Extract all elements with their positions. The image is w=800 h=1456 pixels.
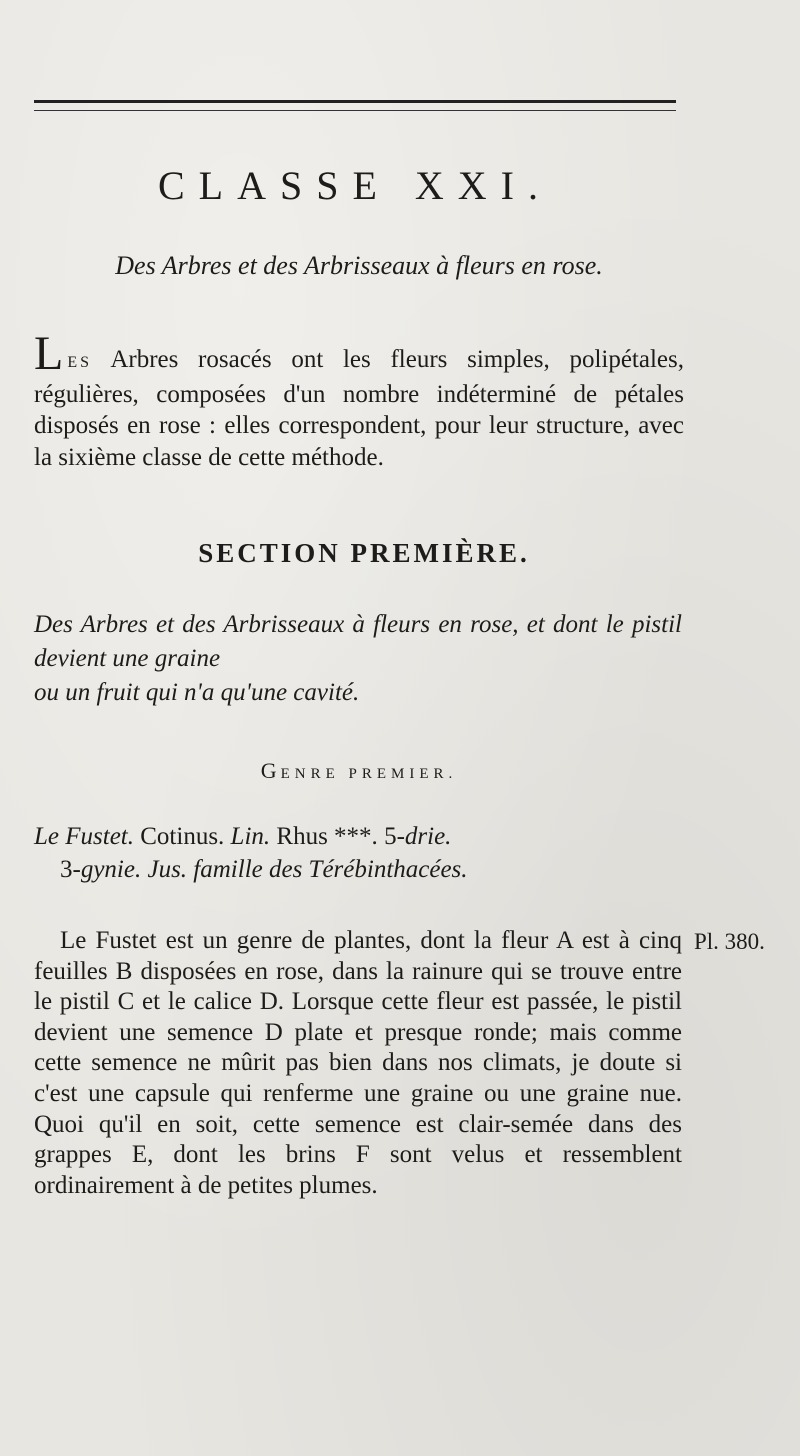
entry-rhus: Rhus ***.: [276, 823, 378, 850]
description-text: Le Fustet est un genre de plantes, dont la fleur A est à cinq feuilles B disposées en rose, dans la rainure qui se trouve entre le pistil C et le calice D. Lorsque cette fleur est passée, le pistil devient une semence D plate et presque ronde; mais comme cette semence ne mûrit pas bien dans nos climats, je doute si c'est une capsule qui renferme une graine ou une graine nue. Quoi qu'il en soit, cette semence est clair-semée dans des grappes E, dont les brins F sont velus et ressemblent ordinairement à de petites plumes.: [34, 927, 682, 1199]
entry-jus: Jus.: [147, 856, 188, 883]
entry-gynie-num: 3: [60, 856, 73, 883]
entry-continuation: [34, 853, 684, 886]
classe-subtitle: Des Arbres et des Arbrisseaux à fleurs en rose.: [115, 251, 603, 280]
section-description-last-line: ou un fruit qui n'a qu'une cavité.: [34, 679, 360, 706]
entry-drie: -drie.: [396, 823, 452, 850]
entry-lin: Lin.: [230, 823, 271, 850]
drop-cap: L: [34, 327, 64, 380]
intro-text: Arbres rosacés ont les fleurs simples, polipétales, régulières, composées d'un nombre indéterminé de pétales disposés en rose : elles correspondent, pour leur structure, avec la sixième classe de cette méthode.: [34, 346, 684, 471]
intro-paragraph: [34, 327, 684, 473]
plate-reference: Pl. 380.: [694, 929, 765, 954]
section-title: SECTION PREMIÈRE.: [198, 538, 530, 568]
description-paragraph: [34, 926, 682, 1201]
genre-initial: G: [260, 758, 281, 783]
genre-entry: [34, 820, 684, 886]
header-rule-thin: [34, 110, 676, 111]
genre-rest: ENRE PREMIER.: [280, 766, 458, 782]
header-rule-thick: [34, 100, 676, 103]
section-description: [34, 608, 682, 710]
intro-first-word-rest: ES: [67, 354, 92, 371]
entry-name: Le Fustet.: [34, 823, 134, 850]
entry-latin: Cotinus.: [140, 823, 225, 850]
entry-famille: famille des Térébinthacées.: [193, 856, 468, 883]
section-description-text: Des Arbres et des Arbrisseaux à fleurs en rose, et dont le pistil devient une graine: [34, 611, 682, 672]
entry-drie-num: 5: [384, 823, 397, 850]
entry-gynie: -gynie.: [72, 856, 142, 883]
genre-heading: [34, 758, 684, 784]
classe-title: CLASSE XXI.: [157, 163, 553, 208]
